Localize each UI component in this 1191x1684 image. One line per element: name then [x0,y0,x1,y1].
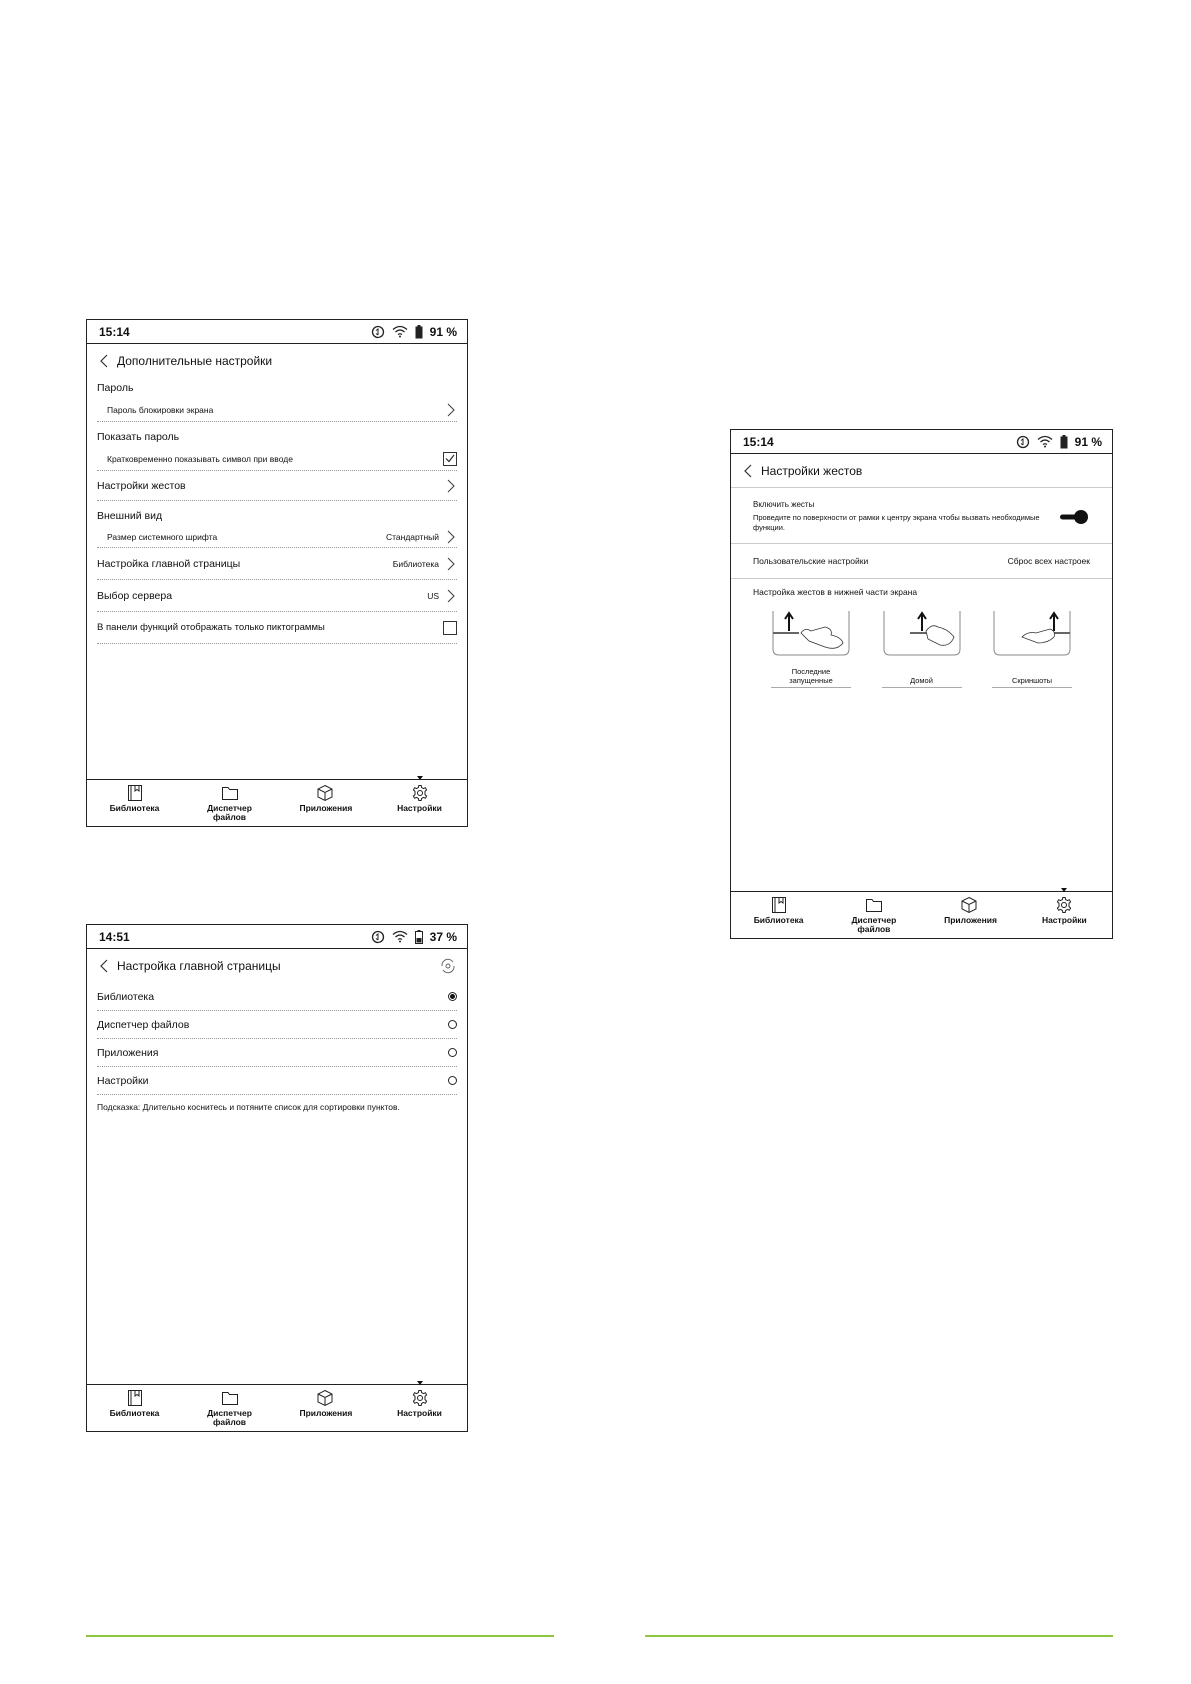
show-password-checkbox[interactable] [443,452,457,466]
folder-icon [221,1389,239,1407]
gesture-settings-label: Настройки жестов [97,479,186,492]
nav-settings-label: Настройки [1041,915,1087,925]
battery-icon [1060,435,1068,449]
chevron-right-icon [445,479,457,493]
cube-icon [316,784,334,802]
gesture-home-illustration [882,611,962,661]
reset-all-button[interactable]: Сброс всех настроек [1007,556,1090,566]
chevron-right-icon [445,530,457,544]
book-icon [126,1389,144,1407]
battery-level: 91 % [1074,434,1102,449]
section-show-password: Показать пароль [97,431,180,443]
nav-library[interactable] [87,1385,182,1431]
nav-files[interactable] [182,1385,277,1431]
status-bar [87,925,467,949]
chevron-right-icon [445,403,457,417]
nav-apps[interactable] [277,1385,372,1431]
back-arrow-icon[interactable] [741,463,757,479]
footer-accent-line-right [645,1635,1113,1637]
enable-gestures-description: Проведите по поверхности от рамки к центру экрана чтобы вызвать необходимые функции. [753,513,1040,532]
home-option-row[interactable] [97,983,457,1011]
book-icon [126,784,144,802]
status-time: 15:14 [743,434,774,449]
screenshot-gesture-settings [730,429,1113,939]
nav-settings-label: Настройки [397,803,442,813]
footer-accent-line-left [86,1635,554,1637]
nav-settings[interactable] [1017,892,1112,938]
home-option-label: Приложения [97,1046,159,1059]
gesture-card[interactable] [992,611,1072,688]
page-title: Дополнительные настройки [117,354,273,368]
nav-apps-label: Приложения [299,1408,353,1418]
folder-icon [865,896,883,914]
nav-apps-label: Приложения [299,803,353,813]
back-arrow-icon[interactable] [97,958,113,974]
home-option-row[interactable] [97,1011,457,1039]
nav-files-label: Диспетчер файлов [851,915,897,934]
nav-settings[interactable] [372,780,467,826]
back-arrow-icon[interactable] [97,353,113,369]
gesture-card[interactable] [882,611,962,688]
radio-unselected[interactable] [448,1076,457,1085]
status-time: 15:14 [99,324,130,339]
folder-icon [221,784,239,802]
battery-icon [415,325,423,339]
lock-password-row[interactable] [97,398,457,422]
gesture-home-label: Домой [882,667,962,688]
nav-files[interactable] [182,780,277,826]
checkmark-icon [445,454,455,463]
server-row[interactable] [97,580,457,612]
home-page-row[interactable] [97,548,457,580]
gesture-screenshot-label: Скриншоты [992,667,1072,688]
status-bar [87,320,467,344]
header [87,344,467,378]
nav-library[interactable] [87,780,182,826]
nav-apps-label: Приложения [944,915,997,925]
home-option-label: Настройки [97,1074,149,1087]
active-tab-marker [417,776,423,780]
gesture-card[interactable] [771,611,851,688]
enable-gestures-row[interactable] [731,488,1112,544]
active-tab-marker [1061,888,1067,892]
nav-apps[interactable] [277,780,372,826]
wifi-icon [1037,435,1053,448]
screenshot-home-page-settings [86,924,468,1432]
font-size-label: Размер системного шрифта [107,531,218,542]
home-option-row[interactable] [97,1039,457,1067]
section-password: Пароль [97,382,134,394]
home-option-label: Диспетчер файлов [97,1018,190,1031]
server-label: Выбор сервера [97,589,173,602]
gear-icon [411,784,429,802]
gear-icon [1055,896,1073,914]
battery-icon [415,930,423,944]
bottom-nav [731,891,1112,938]
nav-library-label: Библиотека [109,1408,160,1418]
screenshot-advanced-settings [86,319,468,827]
show-password-row[interactable] [97,447,457,471]
sync-icon [1016,435,1030,449]
status-bar [731,430,1112,454]
gesture-recent-label: Последние запущенные [771,667,851,688]
sync-icon [371,930,385,944]
nav-files-label: Диспетчер файлов [207,1408,252,1427]
gesture-cards [731,597,1112,688]
status-time: 14:51 [99,929,130,944]
radio-selected[interactable] [448,992,457,1001]
home-option-label: Библиотека [97,990,155,1003]
cube-icon [316,1389,334,1407]
gesture-settings-row[interactable] [97,471,457,501]
home-option-row[interactable] [97,1067,457,1095]
chevron-right-icon [445,589,457,603]
icons-only-checkbox[interactable] [443,621,457,635]
nav-apps[interactable] [922,892,1017,938]
nav-settings-label: Настройки [397,1408,442,1418]
custom-settings-label: Пользовательские настройки [753,556,869,566]
bottom-nav [87,1384,467,1431]
section-appearance: Внешний вид [97,510,163,522]
active-tab-marker [417,1381,423,1385]
custom-settings-row[interactable] [731,544,1112,579]
nav-library-label: Библиотека [109,803,160,813]
wifi-icon [392,325,408,338]
nav-files[interactable] [826,892,921,938]
hint-text: Подсказка: Длительно коснитесь и потяните список для сортировки пунктов. [97,1102,400,1112]
sync-icon [371,325,385,339]
lock-password-label: Пароль блокировки экрана [107,404,214,415]
radio-unselected[interactable] [448,1048,457,1057]
server-value: US [427,590,439,601]
nav-library-label: Библиотека [753,915,804,925]
nav-library[interactable] [731,892,826,938]
wifi-icon [392,930,408,943]
chevron-right-icon [445,557,457,571]
enable-gestures-label: Включить жесты [753,500,815,509]
gesture-screenshot-illustration [992,611,1072,661]
nav-settings[interactable] [372,1385,467,1431]
nav-files-label: Диспетчер файлов [207,803,252,822]
radio-unselected[interactable] [448,1020,457,1029]
font-size-value: Стандартный [385,531,439,542]
battery-level: 91 % [429,324,457,339]
battery-level: 37 % [429,929,457,944]
header [731,454,1112,488]
reset-icon[interactable] [439,957,457,975]
header [87,949,467,983]
icons-only-row[interactable] [97,612,457,644]
home-page-label: Настройка главной страницы [97,557,241,570]
book-icon [770,896,788,914]
bottom-gestures-section-title: Настройка жестов в нижней части экрана [753,587,918,597]
page-title: Настройки жестов [761,463,863,478]
gesture-recent-illustration [771,611,851,661]
gestures-toggle[interactable] [1060,509,1090,525]
gear-icon [411,1389,429,1407]
bottom-nav [87,779,467,826]
font-size-row[interactable] [97,526,457,548]
page-title: Настройка главной страницы [117,959,281,973]
home-page-value: Библиотека [392,558,439,569]
show-password-label: Кратковременно показывать символ при вводе [107,453,293,464]
cube-icon [960,896,978,914]
icons-only-label: В панели функций отображать только пиктограммы [97,622,325,633]
